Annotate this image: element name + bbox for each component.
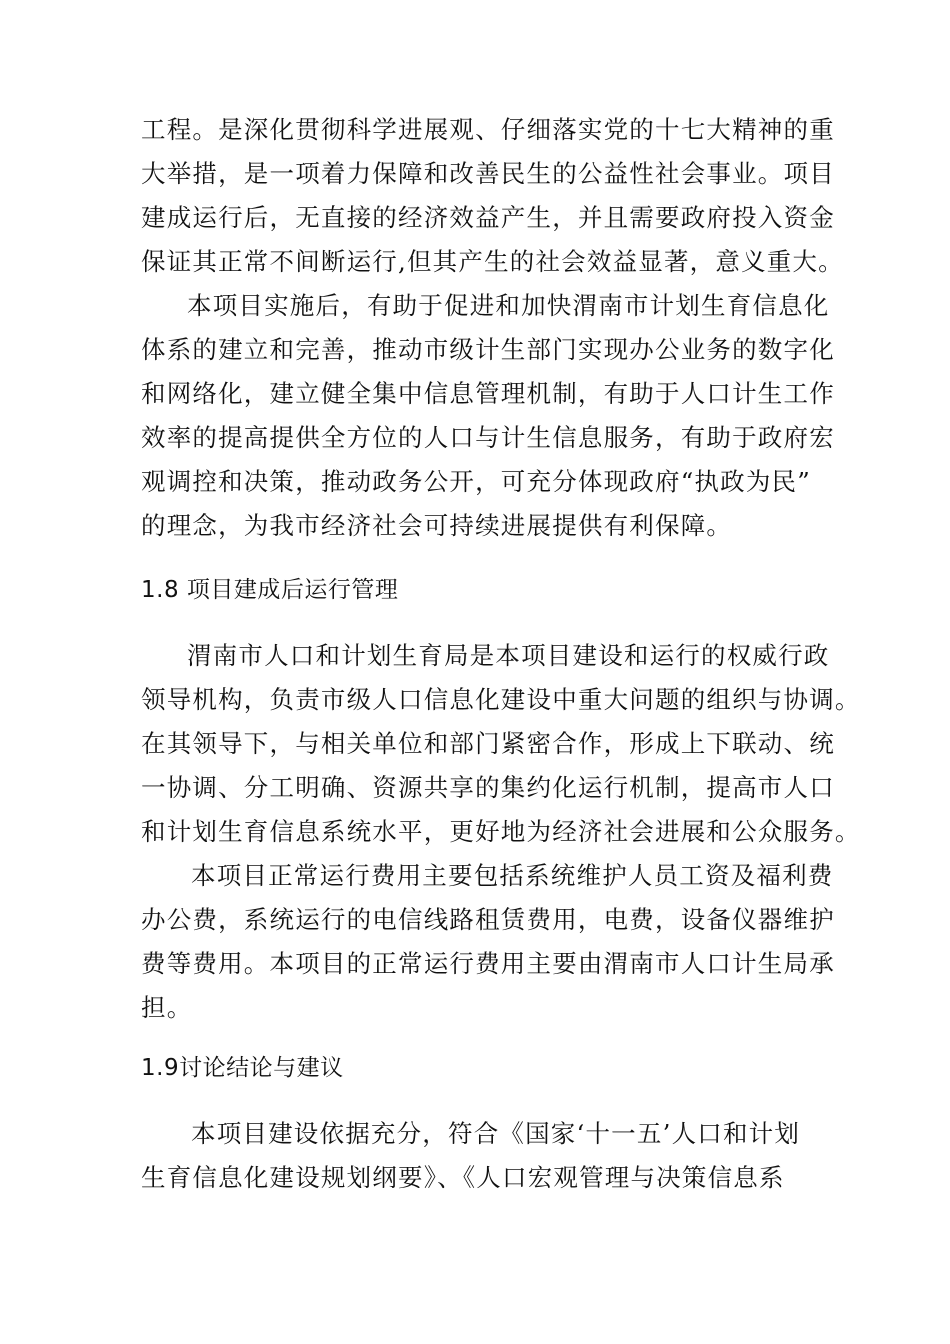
paragraph-line: 在其领导下，与相关单位和部门紧密合作，形成上下联动、统: [141, 729, 835, 758]
paragraph-line: 和网络化，建立健全集中信息管理机制，有助于人口计生工作: [141, 379, 835, 408]
paragraph-line: 工程。是深化贯彻科学进展观、仔细落实党的十七大精神的重: [141, 115, 835, 144]
paragraph-line: 保证其正常不间断运行,但其产生的社会效益显著，意义重大。: [141, 247, 844, 276]
paragraph-line: 生育信息化建设规划纲要》、《人口宏观管理与决策信息系: [141, 1163, 785, 1192]
paragraph-line: 的理念，为我市经济社会可持续进展提供有利保障。: [141, 511, 733, 540]
paragraph-line: 办公费，系统运行的电信线路租赁费用，电费，设备仪器维护: [141, 905, 835, 934]
paragraph-line: 效率的提高提供全方位的人口与计生信息服务，有助于政府宏: [141, 423, 835, 452]
paragraph-line: 观调控和决策，推动政务公开，可充分体现政府“执政为民”: [141, 467, 811, 496]
paragraph-line: 本项目建设依据充分，符合《国家‘十一五’人口和计划: [191, 1119, 801, 1148]
paragraph-line: 大举措，是一项着力保障和改善民生的公益性社会事业。项目: [141, 159, 835, 188]
paragraph-line: 一协调、分工明确、资源共享的集约化运行机制，提高市人口: [141, 773, 835, 802]
paragraph-line: 体系的建立和完善，推动市级计生部门实现办公业务的数字化: [141, 335, 835, 364]
paragraph-line: 担。: [141, 993, 193, 1022]
paragraph-line: 领导机构，负责市级人口信息化建设中重大问题的组织与协调。: [141, 685, 861, 714]
paragraph-line: 本项目实施后，有助于促进和加快渭南市计划生育信息化: [187, 291, 830, 320]
section-heading-1-8: 1.8 项目建成后运行管理: [141, 577, 399, 603]
paragraph-line: 费等费用。本项目的正常运行费用主要由渭南市人口计生局承: [141, 949, 835, 978]
paragraph-line: 渭南市人口和计划生育局是本项目建设和运行的权威行政: [187, 641, 830, 670]
section-heading-1-9: 1.9讨论结论与建议: [141, 1055, 344, 1081]
paragraph-line: 本项目正常运行费用主要包括系统维护人员工资及福利费: [191, 861, 834, 890]
paragraph-line: 建成运行后，无直接的经济效益产生，并且需要政府投入资金: [141, 203, 835, 232]
paragraph-line: 和计划生育信息系统水平，更好地为经济社会进展和公众服务。: [141, 817, 861, 846]
